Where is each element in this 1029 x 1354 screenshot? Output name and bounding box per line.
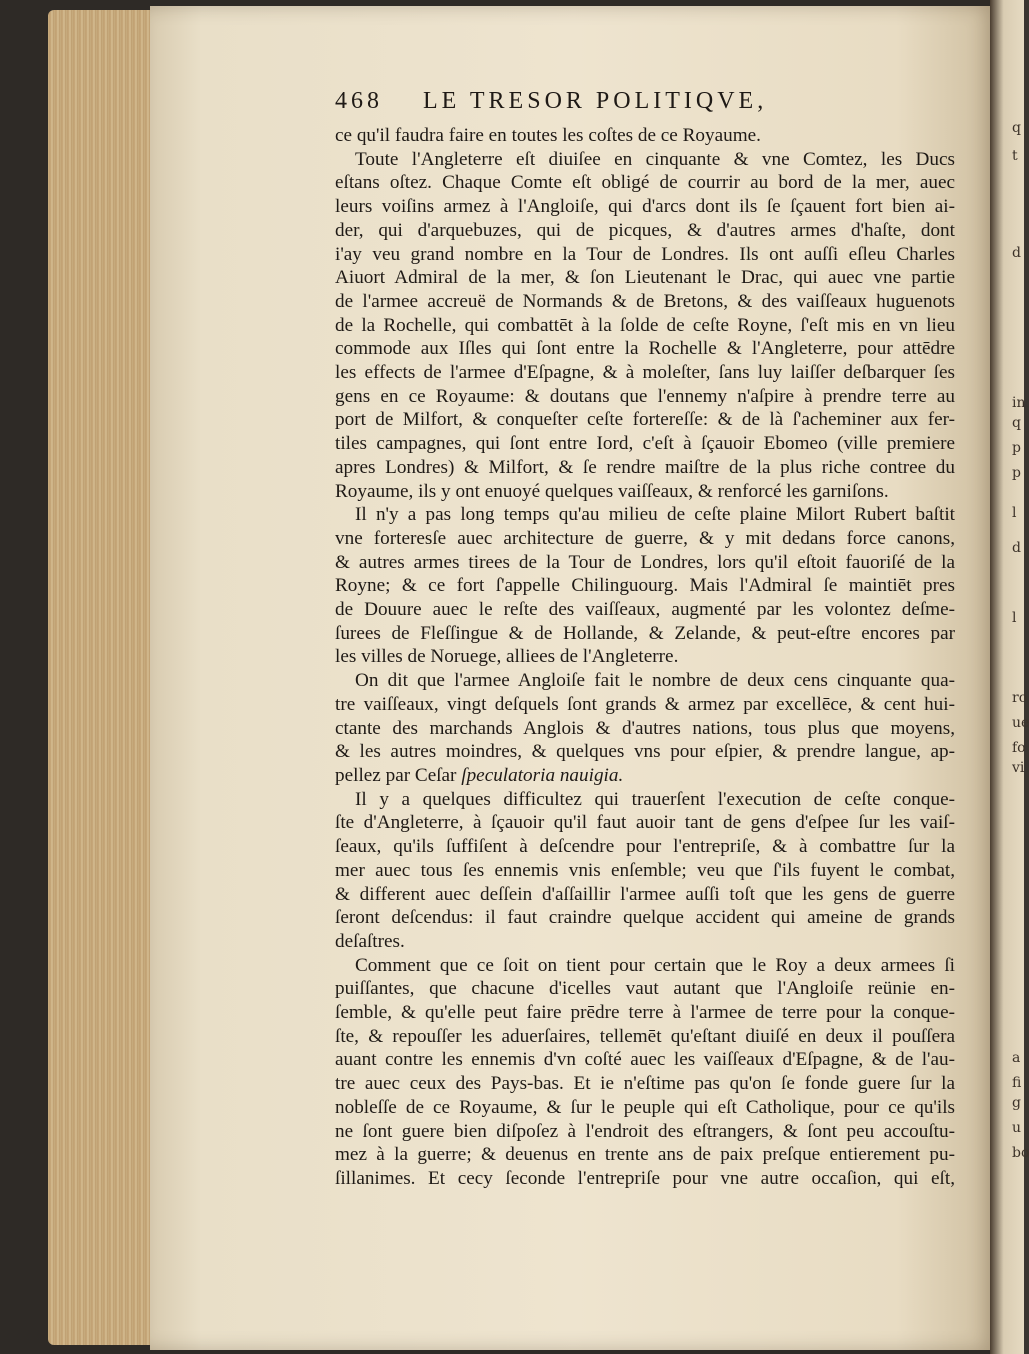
text-line-content: puiſſantes, que chacune d'icelles vaut autant que l'Angloiſe reünie en-	[335, 978, 955, 1000]
text-line	[335, 598, 955, 622]
text-line	[335, 1167, 955, 1191]
text-line-content: tre auec ceux des Pays-bas. Et ie n'eſtime pas qu'on ſe fonde guere ſur la	[335, 1073, 955, 1095]
facing-page-fragment: q	[1012, 415, 1021, 431]
text-line-content: gens en ce Royaume: & doutans que l'ennemy n'aſpire à prendre terre au	[335, 385, 955, 407]
facing-page-fragment: bo	[1012, 1145, 1029, 1161]
text-line	[335, 243, 955, 267]
text-line-content: & les autres moindres, & quelques vns pour eſpier, & prendre langue, ap-	[335, 741, 955, 763]
text-line-content: tiles campagnes, qui ſont entre Iord, c'eſt à ſçauoir Ebomeo (ville premiere	[335, 433, 955, 455]
facing-page-fragment: fo	[1012, 740, 1026, 756]
text-line-content: mer auec tous ſes ennemis vnis enſemble; veu que ſ'ils fuyent le combat,	[335, 859, 955, 881]
text-line	[335, 527, 955, 551]
body-text	[335, 124, 955, 1191]
text-line	[335, 432, 955, 456]
text-line	[335, 124, 955, 148]
facing-page-fragment: vi	[1012, 760, 1025, 776]
text-line-content: deſaſtres.	[335, 930, 405, 952]
facing-page-fragment: ue	[1012, 715, 1029, 731]
text-line	[335, 669, 955, 693]
text-line-content: commode aux Iſles qui ſont entre la Rochelle & l'Angleterre, pour attēdre	[335, 338, 955, 360]
text-line	[335, 977, 955, 1001]
text-line-content: apres Londres) & Milfort, & ſe rendre maiſtre de la plus riche contree du	[335, 456, 955, 478]
text-line-content: & autres armes tirees de la Tour de Londres, lors qu'il eſtoit fauoriſé de la	[335, 551, 955, 573]
text-line	[335, 954, 955, 978]
text-line	[335, 1025, 955, 1049]
facing-page-fragment: ro	[1012, 690, 1028, 706]
text-line	[335, 1143, 955, 1167]
page-number: 468	[335, 88, 383, 114]
text-line	[335, 148, 955, 172]
facing-page-fragment: d	[1012, 540, 1021, 556]
text-line-content: ſemble, & qu'elle peut faire prēdre terre à l'armee de terre pour la conque-	[335, 1002, 955, 1024]
text-line-content: & different auec deſſein d'aſſaillir l'armee auſſi toſt que les gens de guerre	[335, 883, 955, 905]
text-line	[335, 1048, 955, 1072]
text-line	[335, 385, 955, 409]
text-line	[335, 1072, 955, 1096]
page-header	[335, 88, 955, 124]
facing-page-fragment: p	[1012, 465, 1021, 481]
text-line-content: i'ay veu grand nombre en la Tour de Londres. Ils ont auſſi eſleu Charles	[335, 243, 955, 265]
text-line	[335, 1120, 955, 1144]
text-line-content: Il n'y a pas long temps qu'au milieu de ceſte plaine Milort Rubert baſtit	[355, 504, 955, 526]
text-line	[335, 171, 955, 195]
facing-page-fragment: l	[1012, 610, 1017, 626]
text-line-content: ſillanimes. Et cecy ſeconde l'entrepriſe pour vne autre occaſion, qui eſt,	[335, 1167, 955, 1189]
text-line	[335, 764, 955, 788]
text-line-content: pellez par Ceſar	[335, 764, 462, 786]
text-line-content: leurs voiſins armez à l'Angloiſe, qui d'arcs dont ils ſe ſçauent fort bien ai-	[335, 196, 955, 218]
text-line-content: tre vaiſſeaux, vingt deſquels ſont grands & armez par excellēce, & cent hui-	[335, 693, 955, 715]
running-title: LE TRESOR POLITIQVE,	[423, 88, 768, 114]
text-line-content: ne ſont guere bien diſpoſez à l'endroit des eſtrangers, & ſont peu accouſtu-	[335, 1120, 955, 1142]
text-line	[335, 1096, 955, 1120]
facing-page-fragment: a	[1012, 1050, 1021, 1066]
text-line-content: ſeront deſcendus: il faut craindre quelque accident qui ameine de grands	[335, 907, 955, 929]
text-line	[335, 337, 955, 361]
text-line	[335, 195, 955, 219]
text-line	[335, 835, 955, 859]
text-line	[335, 314, 955, 338]
text-line	[335, 930, 955, 954]
text-line	[335, 645, 955, 669]
text-line-content: der, qui d'arquebuzes, qui de picques, & d'autres armes d'haſte, dont	[335, 219, 955, 241]
text-line	[335, 408, 955, 432]
book-page-edges	[48, 10, 163, 1345]
text-line-content: Royaume, ils y ont enuoyé quelques vaiſſeaux, & renforcé les garniſons.	[335, 480, 889, 502]
text-line	[335, 266, 955, 290]
facing-page-fragment: g	[1012, 1095, 1021, 1111]
text-line-content: nobleſſe de ce Royaume, & ſur le peuple qui eſt Catholique, pour ce qu'ils	[335, 1096, 955, 1118]
text-line-content: Comment que ce ſoit on tient pour certain que le Roy a deux armees ſi	[355, 954, 955, 976]
text-line	[335, 811, 955, 835]
text-line-content: ſurees de Fleſſingue & de Hollande, & Zelande, & peut-eſtre encores par	[335, 622, 955, 644]
text-line	[335, 1001, 955, 1025]
facing-page-fragment: t	[1012, 148, 1018, 164]
text-line	[335, 622, 955, 646]
facing-page-fragment: p	[1012, 440, 1021, 456]
text-line-content: mez à la guerre; & deuenus en trente ans de paix preſque entierement pu-	[335, 1144, 955, 1166]
text-line-content: port de Milfort, & conqueſter ceſte fortereſſe: & de là ſ'acheminer aux fer-	[335, 409, 955, 431]
facing-page-fragment: l	[1012, 505, 1017, 521]
text-line-content: ce qu'il faudra faire en toutes les coſtes de ce Royaume.	[335, 125, 761, 146]
text-line	[335, 456, 955, 480]
text-line-content: de la Rochelle, qui combattēt à la ſolde de ceſte Royne, ſ'eſt mis en vn lieu	[335, 314, 955, 336]
text-line-content: Royne; & ce fort ſ'appelle Chilinguourg. Mais l'Admiral ſe maintiēt pres	[335, 575, 955, 597]
facing-page-fragment: q	[1012, 120, 1021, 136]
text-block	[335, 88, 955, 1191]
text-line	[335, 906, 955, 930]
text-line	[335, 290, 955, 314]
text-line	[335, 480, 955, 504]
text-line	[335, 219, 955, 243]
text-line-content: Il y a quelques difficultez qui trauerſent l'execution de ceſte conque-	[355, 788, 955, 810]
text-line	[335, 859, 955, 883]
facing-page-fragment: fi	[1012, 1075, 1022, 1091]
text-line-content: ſte, & repouſſer les aduerſaires, tellemēt qu'eſtant diuiſé en deux il pouſſera	[335, 1025, 955, 1047]
text-line-content: auant contre les ennemis d'vn coſté auec les vaiſſeaux d'Eſpagne, & de l'au-	[335, 1049, 955, 1071]
italic-phrase: ſpeculatoria nauigia.	[461, 764, 624, 786]
facing-page-fragment: in	[1012, 395, 1026, 411]
facing-page-fragment: d	[1012, 245, 1021, 261]
text-line-content: de Douure auec le reſte des vaiſſeaux, augmenté par les volontez deſme-	[335, 599, 955, 621]
text-line	[335, 361, 955, 385]
text-line-content: les villes de Noruege, alliees de l'Angleterre.	[335, 646, 679, 668]
text-line	[335, 717, 955, 741]
text-line-content: les effects de l'armee d'Eſpagne, & à moleſter, ſans luy laiſſer deſbarquer ſes	[335, 362, 955, 384]
text-line-content: Toute l'Angleterre eſt diuiſee en cinquante & vne Comtez, les Ducs	[355, 148, 955, 170]
text-line-content: ſte d'Angleterre, à ſçauoir qu'il faut auoir tant de gens d'eſpee ſur les vaiſ-	[335, 812, 955, 834]
text-line	[335, 574, 955, 598]
facing-page-fragment: u	[1012, 1120, 1022, 1136]
text-line-content: ſeaux, qu'ils ſuffiſent à deſcendre pour l'entrepriſe, & à combattre ſur la	[335, 836, 955, 858]
text-line	[335, 883, 955, 907]
text-line	[335, 693, 955, 717]
text-line	[335, 551, 955, 575]
text-line-content: vne forteresſe auec architecture de guerre, & y mit dedans force canons,	[335, 527, 955, 549]
text-line-content: eſtans oſtez. Chaque Comte eſt obligé de courrir au bord de la mer, auec	[335, 172, 955, 194]
text-line-content: Aiuort Admiral de la mer, & ſon Lieutenant le Drac, qui auec vne partie	[335, 267, 955, 289]
text-line-content: On dit que l'armee Angloiſe fait le nombre de deux cens cinquante qua-	[355, 670, 955, 692]
text-line	[335, 503, 955, 527]
text-line-content: ctante des marchands Anglois & d'autres nations, tous plus que moyens,	[335, 717, 955, 739]
text-line-content: de l'armee accreuë de Normands & de Bretons, & des vaiſſeaux huguenots	[335, 290, 955, 312]
text-line	[335, 740, 955, 764]
text-line	[335, 788, 955, 812]
